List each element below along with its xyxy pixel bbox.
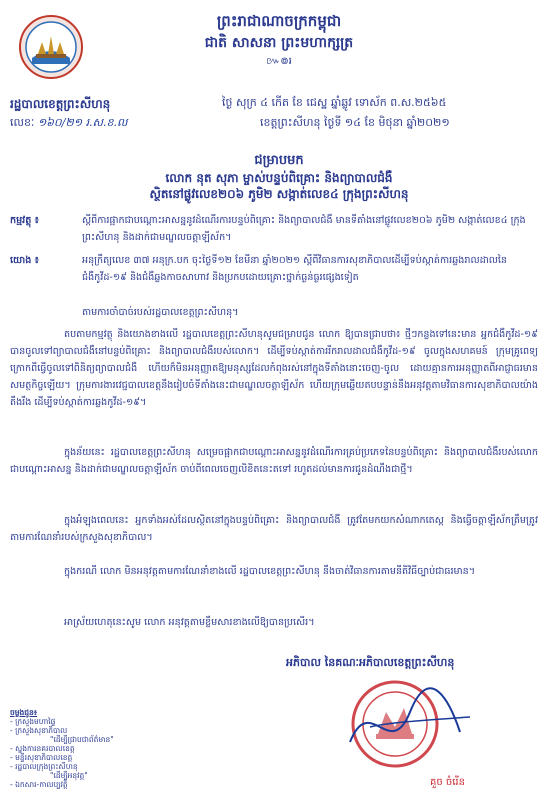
- reference-text-1: អនុក្រឹត្យលេខ ៣៧ អនុក្រ.បក ចុះថ្ងៃទី១២ ខែមីនា ឆ្នាំ២០២១ ស្តីពីវិធានការសុខាភិបាលដើម្បីទប់ស្កាត់ការឆ្លងរាលដាលនៃជំងឺកូវីដ-១៩ និងជំងឺឆ្លងកាចសាហាវ និងប្រកបដោយគ្រោះថ្នាក់ធ្ងន់ធ្ងរផ្សេងទៀត: [82, 255, 508, 283]
- body-paragraph-2: ក្នុងន័យនេះ រដ្ឋបាលខេត្តព្រះសីហនុ សម្រេចផ្អាកជាបណ្តោះអាសន្ននូវដំណើរការគ្រប់ប្រភេទនៃបន្ទប់ពិគ្រោះ និងព្យាបាលជំងឺរបស់លោកជាបណ្តោះអាសន្ន និងដាក់ជាមណ្ឌលចត្តាឡីស័ក ចាប់ពីពេលចេញលិខិតនេះតទៅ រហូតដល់មានការជូនដំណឹងជាថ្មី។: [10, 447, 538, 475]
- cc-item: - មន្ទីរសុខាភិបាលខេត្ត: [10, 753, 73, 762]
- carbon-copy-list: [10, 708, 160, 789]
- official-stamp-and-signature: [310, 672, 480, 772]
- cc-title: ចម្លងជូន៖: [10, 708, 38, 717]
- body-paragraph-5: អាស្រ័យហេតុនេះសូម លោក អនុវត្តតាមខ្លឹមសារខាងលើឱ្យបានប្រសើរ។: [64, 617, 315, 628]
- cc-item: - ក្រសួងមហាផ្ទៃ: [10, 717, 56, 726]
- cc-item: - ឯកសារ-កាលប្បវត្តិ: [10, 780, 68, 789]
- lunar-date: ថ្ងៃ សុក្រ ៤ កើត ខែ ជេស្ឋ ឆ្នាំឆ្លូវ ទោស័ក ព.ស.២៥៦៥: [222, 96, 447, 109]
- reference-block: [10, 252, 538, 304]
- cc-item: "ដើម្បីជ្រាបជាព័ត៌មាន": [50, 735, 114, 744]
- number-label: លេខៈ: [10, 116, 35, 129]
- signatory-name: គួច ចំរើន: [430, 777, 465, 788]
- number-value: ១៦០/២១ រ.ស.ខ.ល: [37, 116, 128, 129]
- recipient-name: លោក នុត សុភា ម្ចាស់បន្ទប់ពិគ្រោះ និងព្យាបាលជំងឺ: [165, 171, 393, 185]
- reference-block-2: [10, 304, 538, 321]
- cc-item: - រដ្ឋបាលក្រុងព្រះសីហនុ: [10, 762, 78, 771]
- document-number: [10, 116, 127, 132]
- solar-date: ខេត្តព្រះសីហនុ ថ្ងៃទី ១៤ ខែ មិថុនា ឆ្នាំ២០២១: [260, 116, 450, 129]
- body-paragraph-1: តបតាមកម្មវត្ថុ និងយោងខាងលើ រដ្ឋបាលខេត្តព្រះសីហនុសូមជម្រាបជូន លោក ឱ្យបានជ្រាបថា៖ ថ្មីៗកន្លងទៅនេះមាន អ្នកជំងឺកូវីដ-១៩ បានចូលទៅព្យាបាលជំងឺនៅបន្ទប់ពិគ្រោះ និងព្យាបាលជំងឺរបស់លោក។ ដើម្បីទប់ស្កាត់ការរីករាលដាលជំងឺកូវីដ-១៩ ចូលក្នុងសហគមន៍ ក្រុមគ្រូពេទ្យ ក្រោកពីធ្វើចូលទៅពិនិត្យព្យាបាលជំងឺ ហើយក៏មិនអនុញ្ញាតឱ្យមនុស្សដែលកំពុងរស់នៅក្នុងទីតាំងនោះចេញ-ចូល ដោយគ្មានការអនុញ្ញាតពីអាជ្ញាធរមានសមត្ថកិច្ចឡើយ។ ក្រុមការងារវេជ្ជបាលខេត្តនឹងរៀបចំទីតាំងនេះជាមណ្ឌលចត្តាឡីស័ក ហើយក្រុមឆ្លើយតបបន្ទាន់នឹងអនុវត្តតាមវិធានការសុខាភិបាលយ៉ាងតឹងរឹង ដើម្បីទប់ស្កាត់ការឆ្លងកូវីដ-១៩។: [10, 329, 538, 408]
- reference-label: យោង ៖: [10, 255, 39, 266]
- body-paragraph-3: ក្នុងអំឡុងពេលនេះ អ្នកទាំងអស់ដែលស្ថិតនៅក្នុងបន្ទប់ពិគ្រោះ និងព្យាបាលជំងឺ ត្រូវតែមកយកសំណាកតេស្ត និងធ្វើចត្តាឡីស័កត្រឹមត្រូវតាមការណែនាំរបស់ក្រសួងសុខាភិបាល។: [10, 515, 538, 543]
- signatory-title: អភិបាល នៃគណៈអភិបាលខេត្តព្រះសីហនុ: [286, 656, 455, 669]
- reference-text-2: តាមការចាំបាច់របស់រដ្ឋបាលខេត្តព្រះសីហនុ។: [82, 307, 239, 318]
- national-motto: ជាតិ សាសនា ព្រះមហាក្សត្រ: [204, 35, 354, 51]
- cc-item: "ដើម្បីអនុវត្ត": [50, 771, 88, 780]
- header-ornament: ៚៙៛: [266, 56, 292, 67]
- recipient-address: ស្ថិតនៅផ្លូវលេខ២០៦ ភូមិ២ សង្កាត់លេខ៤ ក្រុងព្រះសីហនុ: [149, 187, 409, 201]
- salutation: ជម្រាបមក: [254, 153, 304, 168]
- kingdom-heading: ព្រះរាជាណាចក្រកម្ពុជា: [216, 12, 342, 30]
- subject-text: ស្តីពីការផ្អាកជាបណ្តោះអាសន្ននូវដំណើរការបន្ទប់ពិគ្រោះ និងព្យាបាលជំងឺ មានទីតាំងនៅផ្លូវលេខ២០៦ ភូមិ២ សង្កាត់លេខ៤ ក្រុងព្រះសីហនុ និងដាក់ជាមណ្ឌលចត្តាឡីស័ក។: [82, 215, 526, 243]
- issuer-name: រដ្ឋបាលខេត្តព្រះសីហនុ: [10, 97, 111, 111]
- cc-item: - ស្នងការនគរបាលខេត្ត: [10, 744, 75, 753]
- subject-block: [10, 212, 538, 248]
- body-paragraph-4: ក្នុងករណី លោក មិនអនុវត្តតាមការណែនាំខាងលើ រដ្ឋបាលខេត្តព្រះសីហនុ នឹងចាត់វិធានការតាមនីតិវិធីច្បាប់ជាធរមាន។: [64, 566, 476, 577]
- cc-item: - ក្រសួងសុខាភិបាល: [10, 726, 68, 735]
- subject-label: កម្មវត្ថុ ៖: [10, 215, 39, 226]
